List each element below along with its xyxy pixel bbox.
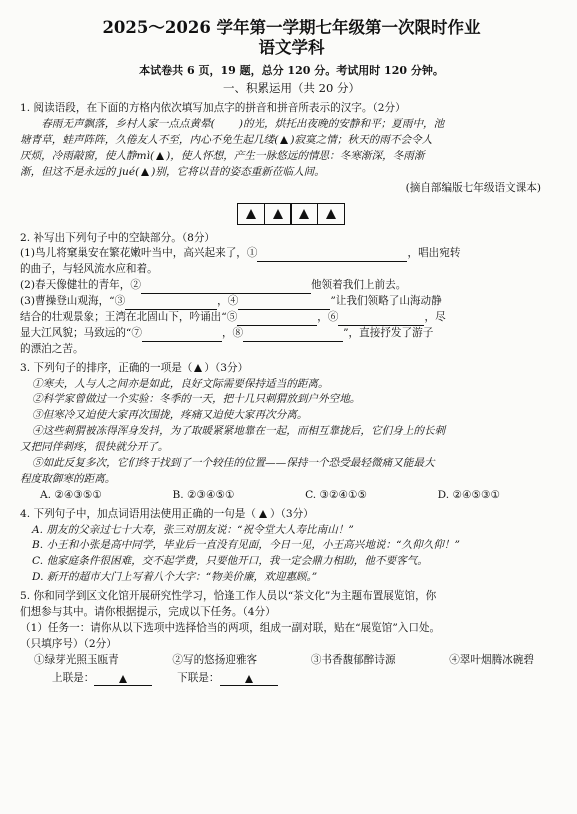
lower-couplet-blank[interactable]: [220, 672, 278, 686]
q1-source: (摘自部编版七年级语文课本): [405, 181, 541, 194]
answer-box[interactable]: [264, 203, 292, 225]
option-c[interactable]: C. ③②④①⑤: [305, 488, 368, 501]
q2-line: [20, 278, 563, 294]
triangle-icon: [259, 510, 267, 518]
question-4: [20, 507, 563, 586]
triangle-icon: [299, 209, 309, 219]
q3-sentence: 又把同伴刺疼，很快就分开了。: [20, 441, 169, 454]
q2-text: 他领着我们上前去。: [310, 279, 407, 292]
q3-options: [40, 488, 500, 504]
answer-box[interactable]: [317, 203, 345, 225]
q3-text: 3. 下列句子的排序，正确的一项是（: [20, 361, 193, 374]
q2-text: 显大江风貌；马致远的“⑦: [20, 326, 142, 339]
q3-text: ）（3分）: [204, 361, 249, 374]
couplet-answer-line: [52, 671, 563, 687]
q1-text: )，使人怀想，产生一脉悠远的情思：冬寒渐深，冬雨渐: [166, 149, 425, 162]
fill-blank[interactable]: [243, 329, 343, 342]
option-a[interactable]: A. ②④③⑤①: [40, 488, 102, 501]
q1-text: )别，它将以昔的姿态重新莅临人间。: [151, 165, 325, 178]
q2-text: 结合的壮观景象；王湾在北固山下，吟诵出“⑤: [20, 310, 238, 323]
q1-text: )的光，烘托出夜晚的安静和平；夏雨中，池: [238, 118, 445, 131]
answer-box[interactable]: [237, 203, 265, 225]
option-d[interactable]: D. 新开的超市大门上写着八个大字：“物美价廉，欢迎惠顾。”: [32, 571, 318, 584]
triangle-icon: [246, 209, 256, 219]
q1-passage: [20, 117, 563, 181]
q2-line: [20, 246, 563, 262]
fill-blank[interactable]: [237, 313, 317, 326]
fill-blank[interactable]: [238, 297, 330, 310]
triangle-icon: [194, 364, 202, 372]
upper-couplet-label: 上联是：: [52, 671, 95, 684]
option-b[interactable]: B. ②③④⑤①: [172, 488, 235, 501]
upper-couplet-blank[interactable]: [94, 672, 152, 686]
q2-line: [20, 310, 563, 326]
q3-sentence: ⑤如此反复多次，它们终于找到了一个较佳的位置——保持一个恐受最轻微痛又能最大: [32, 456, 435, 469]
subject-title: 语文学科: [258, 37, 325, 57]
triangle-icon: [141, 168, 149, 176]
q1-text: 厌烦，冷雨敲窗，使人静mì(: [20, 149, 155, 162]
q4-text: 4. 下列句子中，加点词语用法使用正确的一句是（: [20, 507, 256, 520]
q1-stem: 1. 阅读语段，在下面的方格内依次填写加点字的拼音和拼音所表示的汉字。（2分）: [20, 102, 406, 115]
q3-sentence: ①寒夫，人与人之间亦是如此，良好文际需要保持适当的距离。: [32, 377, 329, 390]
fill-blank[interactable]: [257, 249, 407, 262]
couplet-options: [34, 653, 534, 669]
q3-sentence: ③但寒冷又迫使大家再次围拢，疼痛又迫使大家再次分离。: [32, 409, 308, 422]
q2-line: [20, 294, 563, 310]
q2-text: (3)曹操登山观海，“③: [20, 295, 126, 308]
fill-blank[interactable]: [141, 281, 311, 294]
couplet-option[interactable]: ③书香馥郁醉诗源: [310, 653, 396, 666]
q2-line: 的曲子，与轻风流水应和着。: [20, 263, 158, 276]
q2-text: ，尽: [424, 310, 446, 323]
fill-blank[interactable]: [338, 313, 424, 326]
option-d[interactable]: D. ②④⑤③①: [437, 488, 500, 501]
question-2: [20, 231, 563, 358]
fill-blank[interactable]: [142, 329, 222, 342]
q5-stem: 5. 你和同学到区文化馆开展研究性学习，恰逢工作人员以“茶文化”为主题布置展览馆，你: [20, 590, 437, 603]
q1-text: )寂寞之情；秋天的雨不会令人: [290, 133, 433, 146]
triangle-icon: [273, 209, 283, 219]
question-5: [20, 589, 563, 686]
q2-text: ，④: [217, 295, 239, 308]
triangle-icon: [156, 152, 164, 160]
q4-stem: [20, 507, 563, 523]
q5-task: （1）任务一：请你从以下选项中选择恰当的两项，组成一副对联，贴在“展览馆”入口处。: [20, 621, 441, 634]
question-3: [20, 361, 563, 504]
couplet-option[interactable]: ②写的悠扬迎雅客: [172, 653, 258, 666]
couplet-option[interactable]: ①绿芽光照玉瓯青: [34, 653, 119, 666]
couplet-option[interactable]: ④翠叶烟腾冰碗碧: [449, 653, 534, 666]
option-c[interactable]: C. 他家庭条件很困难，交不起学费，只要他开口，我一定会鼎力相助，他不要客气。: [32, 555, 428, 568]
q3-sentence: 程度取御寒的距离。: [20, 472, 116, 485]
triangle-icon: [326, 209, 336, 219]
q3-sentence: ②科学家曾做过一个实验：冬季的一天，把十几只刺猬放到户外空地。: [32, 393, 361, 406]
question-1: [20, 101, 563, 224]
q1-text: 塘青草，蛙声阵阵，久倦友人不至，内心不免生起几缕(: [20, 133, 279, 146]
q1-text: 渐，但这不是永远的 jué(: [20, 165, 140, 178]
q2-text: (1)鸟儿将窠巢安在繁花嫩叶当中，高兴起来了，①: [20, 247, 258, 260]
q2-text: ”让我们领略了山海动静: [330, 295, 442, 308]
section-heading: 一、积累运用（共 20 分）: [223, 80, 360, 95]
triangle-icon: [280, 136, 288, 144]
q5-task: （只填序号）（2分）: [20, 637, 117, 650]
answer-boxes: [20, 203, 563, 225]
answer-box[interactable]: [290, 203, 318, 225]
triangle-icon: [119, 675, 127, 683]
option-b[interactable]: B. 小王和小张是高中同学，毕业后一直没有见面，今日一见，小王高兴地说：“久仰久仰！”: [32, 539, 460, 552]
q2-text: ，唱出宛转: [407, 247, 461, 260]
q2-stem: 2. 补写出下列句子中的空缺部分。（8分）: [20, 231, 216, 244]
q3-sentence: ④这些刺猬被冻得浑身发抖，为了取暖紧紧地靠在一起，而相互靠拢后，它们身上的长刺: [32, 425, 446, 438]
q1-text: 春雨无声飘落，乡村人家一点点黄晕(: [41, 118, 215, 131]
q3-stem: [20, 361, 563, 377]
q5-stem: 们想参与其中。请你根据提示，完成以下任务。（4分）: [20, 606, 276, 618]
q2-text: ，⑥: [317, 310, 339, 323]
option-a[interactable]: A. 朋友的父亲过七十大寿，张三对朋友说：“祝令堂大人寿比南山！”: [32, 523, 354, 536]
exam-info: 本试卷共 6 页，19 题，总分 120 分。考试用时 120 分钟。: [139, 64, 444, 78]
q2-line: 的漂泊之苦。: [20, 342, 84, 355]
lower-couplet-label: 下联是：: [177, 671, 220, 684]
fill-blank[interactable]: [125, 297, 217, 310]
triangle-icon: [245, 675, 253, 683]
q2-line: [20, 326, 563, 342]
exam-title: 2025～2026 学年第一学期七年级第一次限时作业: [102, 18, 481, 37]
q2-text: ”，直接抒发了游子: [343, 326, 434, 339]
q4-text: ）（3分）: [269, 507, 314, 520]
q2-text: (2)春天像健壮的青年，②: [20, 279, 141, 292]
q2-text: ，⑧: [221, 326, 244, 339]
